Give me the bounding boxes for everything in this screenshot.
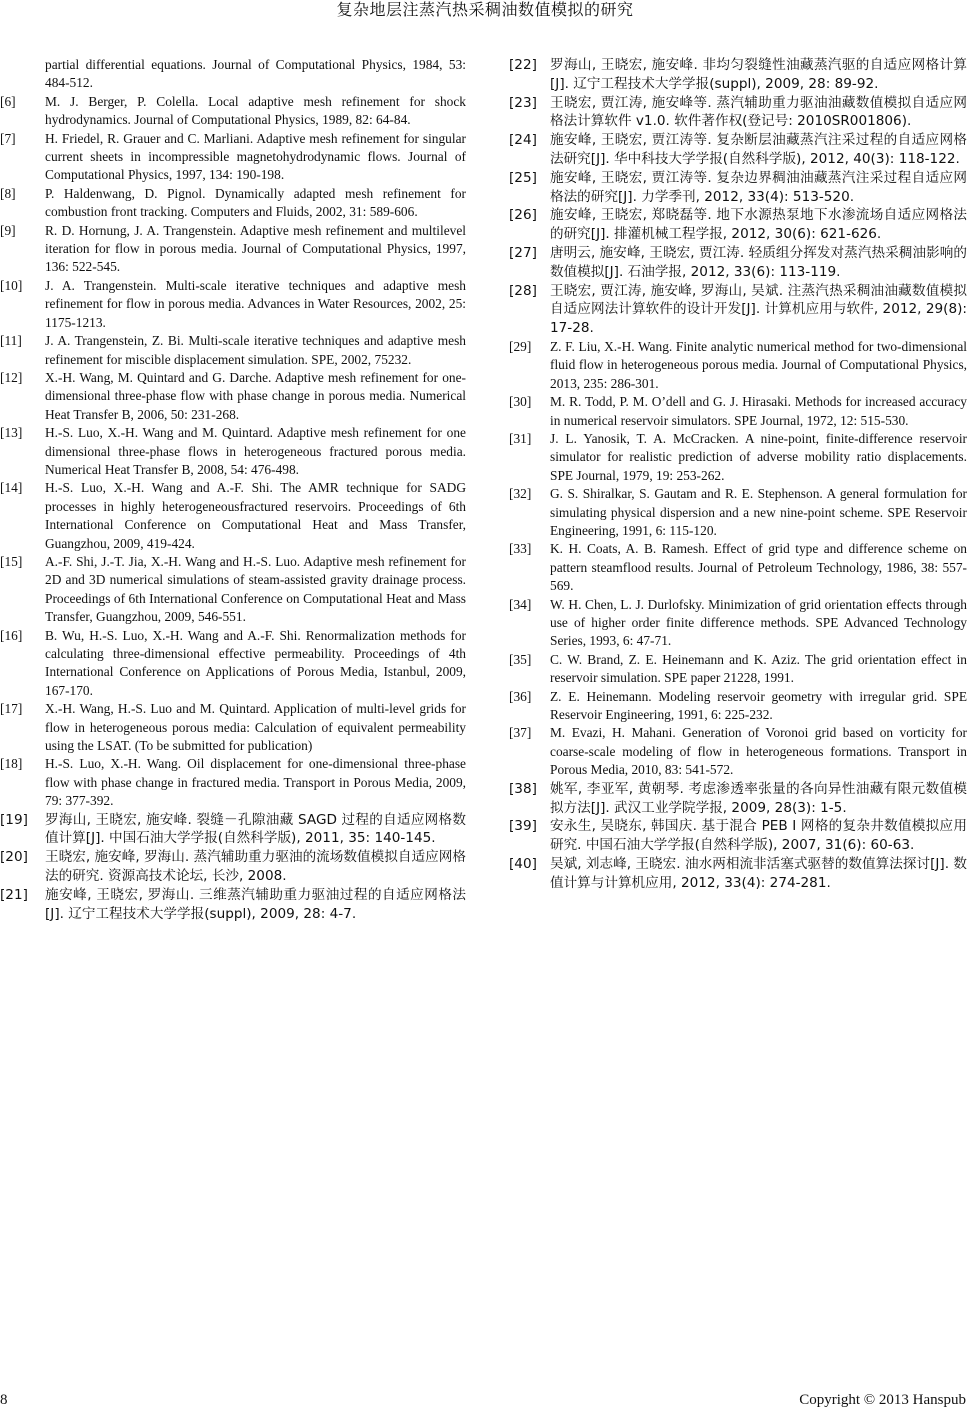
reference-entry — [0, 130, 466, 185]
reference-number: [22] — [509, 57, 537, 73]
reference-number: [16] — [0, 627, 23, 643]
reference-text: 安永生, 吴晓东, 韩国庆. 基于混合 PEB I 网格的复杂井数值模拟应用研究. 中国石油大学学报(自然科学版), 2007, 31(6): 60-63. — [550, 818, 967, 854]
reference-number: [21] — [0, 886, 28, 903]
reference-entry — [0, 553, 466, 627]
reference-number: [23] — [509, 94, 537, 111]
reference-text: R. D. Hornung, J. A. Trangenstein. Adaptive mesh refinement and multilevel iteration for flow in porous media. Journal of Computational Physics, 1997, 136: 522-545. — [45, 222, 466, 275]
reference-number: [24] — [509, 132, 537, 149]
reference-text: 罗海山, 王晓宏, 施安峰. 裂缝－孔隙油藏 SAGD 过程的自适应网格数值计算[J]. 中国石油大学学报(自然科学版), 2011, 35: 140-145. — [45, 811, 466, 847]
reference-entry — [0, 93, 466, 130]
reference-number: [18] — [0, 756, 23, 772]
reference-entry — [0, 369, 466, 424]
reference-number: [7] — [0, 130, 16, 146]
reference-text: 姚军, 李亚军, 黄朝琴. 考虑渗透率张量的各向异性油藏有限元数值模拟方法[J]. 武汉工业学院学报, 2009, 28(3): 1-5. — [550, 780, 967, 816]
references-left-column — [0, 56, 466, 923]
reference-number: [17] — [0, 701, 23, 717]
reference-number: [26] — [509, 207, 537, 224]
reference-text: 吴斌, 刘志峰, 王晓宏. 油水两相流非活塞式驱替的数值算法探讨[J]. 数值计算与计算机应用, 2012, 33(4): 274-281. — [550, 855, 967, 891]
reference-number: [11] — [0, 333, 22, 349]
reference-number: [27] — [509, 244, 537, 261]
reference-text: 罗海山, 王晓宏, 施安峰. 非均匀裂缝性油藏蒸汽驱的自适应网格计算[J]. 辽宁工程技术大学学报(suppl), 2009, 28: 89-92. — [550, 57, 967, 92]
reference-text: K. H. Coats, A. B. Ramesh. Effect of grid type and difference scheme on pattern steamflood results. Journal of Petroleum Technology, 1986, 38: 557-569. — [550, 541, 967, 594]
reference-number: [36] — [509, 688, 532, 704]
reference-entry — [0, 627, 466, 701]
running-header: 复杂地层注蒸汽热采稠油数值模拟的研究 — [336, 2, 634, 19]
reference-text: X.-H. Wang, H.-S. Luo and M. Quintard. Application of multi-level grids for flow in heterogeneous porous media: Calculation of equivalent permeability using the LSAT. (To be submitted for publication) — [45, 701, 466, 754]
reference-text: 施安峰, 王晓宏, 罗海山. 三维蒸汽辅助重力驱油过程的自适应网格法[J]. 辽宁工程技术大学学报(suppl), 2009, 28: 4-7. — [45, 886, 466, 922]
reference-text: H. Friedel, R. Grauer and C. Marliani. Adaptive mesh refinement for singular current sheets in incompressible magnetohydrodynamic flows. Journal of Computational Physics, 1997, 134: 190-198. — [45, 130, 466, 183]
reference-entry — [509, 56, 967, 94]
reference-text: M. J. Berger, P. Colella. Local adaptive mesh refinement for shock hydrodynamics. Journal of Computational Physics, 1989, 82: 64-84. — [45, 93, 466, 128]
reference-entry — [509, 817, 967, 855]
reference-text: 王晓宏, 贾江涛, 施安峰, 罗海山, 吴斌. 注蒸汽热采稠油油藏数值模拟自适应网法计算软件的设计开发[J]. 计算机应用与软件, 2012, 29(8): 17-28. — [550, 282, 967, 337]
reference-entry — [509, 724, 967, 779]
reference-text: M. R. Todd, P. M. O’dell and G. J. Hirasaki. Methods for increased accuracy in numerical reservoir simulators. SPE Journal, 1972, 12: 515-530. — [550, 394, 967, 428]
reference-text: J. A. Trangenstein. Multi-scale iterative techniques and adaptive mesh refinement for flow in porous media. Advances in Water Resources, 2002, 25: 1175-1213. — [45, 277, 466, 330]
reference-entry — [509, 94, 967, 132]
reference-text: G. S. Shiralkar, S. Gautam and R. E. Stephenson. A general formulation for simulating physical dispersion and a new nine-point scheme. SPE Reservoir Engineering, 1991, 6: 115-120. — [550, 486, 967, 539]
reference-text: P. Haldenwang, D. Pignol. Dynamically adapted mesh refinement for combustion front tracking. Computers and Fluids, 2002, 31: 589-606. — [45, 185, 466, 220]
reference-number: [40] — [509, 855, 537, 872]
reference-entry — [509, 540, 967, 595]
reference-entry — [509, 485, 967, 540]
reference-text: 施安峰, 王晓宏, 郑晓磊等. 地下水源热泵地下水渗流场自适应网格法的研究[J]. 排灌机械工程学报, 2012, 30(6): 621-626. — [550, 207, 967, 243]
reference-entry — [0, 886, 466, 924]
reference-number: [33] — [509, 541, 532, 557]
reference-entry — [509, 206, 967, 244]
reference-text: M. Evazi, H. Mahani. Generation of Voronoi grid based on vorticity for coarse-scale modeling of flow in heterogeneous formations. Transport in Porous Media, 2010, 83: 541-572. — [550, 725, 967, 778]
reference-entry — [509, 338, 967, 393]
reference-number: [25] — [509, 169, 537, 186]
reference-number: [31] — [509, 430, 532, 446]
reference-number: [9] — [0, 222, 16, 238]
reference-number: [15] — [0, 553, 23, 569]
reference-entry — [509, 688, 967, 725]
reference-entry — [0, 479, 466, 553]
reference-number: [19] — [0, 811, 28, 828]
reference-text: H.-S. Luo, X.-H. Wang. Oil displacement for one-dimensional three-phase flow with phase change in fractured media. Transport in Porous Media, 2009, 79: 377-392. — [45, 756, 466, 809]
reference-number: [14] — [0, 480, 23, 496]
reference-text: C. W. Brand, Z. E. Heinemann and K. Aziz. The grid orientation effect in reservoir simulation. SPE paper 21228, 1991. — [550, 651, 967, 686]
reference-number: [12] — [0, 369, 23, 385]
reference-text: J. A. Trangenstein, Z. Bi. Multi-scale iterative techniques and adaptive mesh refinement for miscible displacement simulation. SPE, 2002, 75232. — [45, 333, 466, 367]
reference-entry — [0, 424, 466, 479]
reference-entry — [0, 811, 466, 849]
reference-entry — [509, 169, 967, 207]
reference-number: [28] — [509, 282, 537, 299]
reference-entry — [0, 700, 466, 755]
reference-number: [13] — [0, 425, 23, 441]
reference-text: Z. E. Heinemann. Modeling reservoir geometry with irregular grid. SPE Reservoir Engineering, 1991, 6: 225-232. — [550, 688, 967, 723]
reference-entry — [0, 332, 466, 369]
reference-number: [29] — [509, 338, 532, 354]
reference-entry — [0, 56, 466, 93]
reference-number: [34] — [509, 596, 532, 612]
reference-entry — [509, 393, 967, 430]
reference-text: 唐明云, 施安峰, 王晓宏, 贾江涛. 轻质组分挥发对蒸汽热采稠油影响的数值模拟[J]. 石油学报, 2012, 33(6): 113-119. — [550, 244, 967, 280]
reference-number: [30] — [509, 394, 532, 410]
page-number: 8 — [0, 1392, 8, 1408]
reference-text: partial differential equations. Journal of Computational Physics, 1984, 53: 484-512. — [45, 57, 466, 91]
reference-text: 施安峰, 王晓宏, 贾江涛等. 复杂边界稠油油藏蒸汽注采过程自适应网格法的研究[J]. 力学季刊, 2012, 33(4): 513-520. — [550, 169, 967, 205]
reference-entry — [509, 131, 967, 169]
reference-text: 王晓宏, 施安峰, 罗海山. 蒸汽辅助重力驱油的流场数值模拟自适应网格法的研究. 资源高技术论坛, 长沙, 2008. — [45, 849, 466, 885]
reference-number: [37] — [509, 725, 532, 741]
reference-entry — [0, 755, 466, 810]
reference-text: X.-H. Wang, M. Quintard and G. Darche. Adaptive mesh refinement for one-dimensional three-phase flow with phase change in porous media. Numerical Heat Transfer B, 2006, 50: 231-268. — [45, 369, 466, 422]
reference-entry — [0, 222, 466, 277]
reference-text: 王晓宏, 贾江涛, 施安峰等. 蒸汽辅助重力驱油油藏数值模拟自适应网格法计算软件 v1.0. 软件著作权(登记号: 2010SR001806). — [550, 94, 967, 130]
references-right-column — [509, 56, 967, 892]
reference-number: [39] — [509, 818, 537, 835]
reference-text: W. H. Chen, L. J. Durlofsky. Minimization of grid orientation effects through use of higher order finite difference methods. SPE Advanced Technology Series, 1993, 6: 47-71. — [550, 596, 967, 649]
reference-number: [6] — [0, 93, 16, 109]
reference-number: [32] — [509, 486, 532, 502]
reference-entry — [509, 596, 967, 651]
reference-number: [20] — [0, 849, 28, 866]
copyright-notice: Copyright © 2013 Hanspub — [799, 1392, 966, 1408]
reference-text: H.-S. Luo, X.-H. Wang and M. Quintard. Adaptive mesh refinement for one dimensional three-phase flows in heterogeneous fractured porous media. Numerical Heat Transfer B, 2008, 54: 476-498. — [45, 425, 466, 477]
reference-text: B. Wu, H.-S. Luo, X.-H. Wang and A.-F. Shi. Renormalization methods for calculating three-dimensional effective permeability. Proceedings of 4th International Conference on Applications of Porous Media, Istanbul, 2009, 167-170. — [45, 627, 466, 698]
reference-entry — [509, 244, 967, 282]
reference-entry — [0, 185, 466, 222]
reference-text: 施安峰, 王晓宏, 贾江涛等. 复杂断层油藏蒸汽注采过程的自适应网格法研究[J]. 华中科技大学学报(自然科学版), 2012, 40(3): 118-122. — [550, 132, 967, 167]
reference-text: J. L. Yanosik, T. A. McCracken. A nine-point, finite-difference reservoir simulator for realistic prediction of adverse mobility ratio displacements. SPE Journal, 1979, 19: 253-262. — [550, 430, 967, 483]
reference-number: [8] — [0, 185, 16, 201]
reference-text: H.-S. Luo, X.-H. Wang and A.-F. Shi. The AMR technique for SADG processes in highly heterogeneousfractured reservoirs. Proceedings of 6th International Conference on Computational Heat and Mass Transfer, Guangzhou, 2009, 419-424. — [45, 480, 466, 551]
reference-number: [38] — [509, 780, 537, 797]
reference-text: Z. F. Liu, X.-H. Wang. Finite analytic numerical method for two-dimensional fluid flow in heterogeneous porous media. Journal of Computational Physics, 2013, 235: 286-301. — [550, 338, 967, 391]
reference-number: [10] — [0, 277, 23, 293]
reference-entry — [509, 651, 967, 688]
reference-number — [0, 56, 45, 93]
reference-entry — [509, 855, 967, 893]
reference-entry — [509, 780, 967, 818]
reference-number: [35] — [509, 651, 532, 667]
reference-entry — [509, 430, 967, 485]
reference-text: A.-F. Shi, J.-T. Jia, X.-H. Wang and H.-S. Luo. Adaptive mesh refinement for 2D and 3D numerical simulations of steam-assisted gravity drainage process. Proceedings of 6th International Conference on Computational Heat and Mass Transfer, Guangzhou, 2009, 546-551. — [45, 553, 466, 625]
reference-entry — [0, 848, 466, 886]
reference-entry — [0, 277, 466, 332]
reference-entry — [509, 282, 967, 338]
